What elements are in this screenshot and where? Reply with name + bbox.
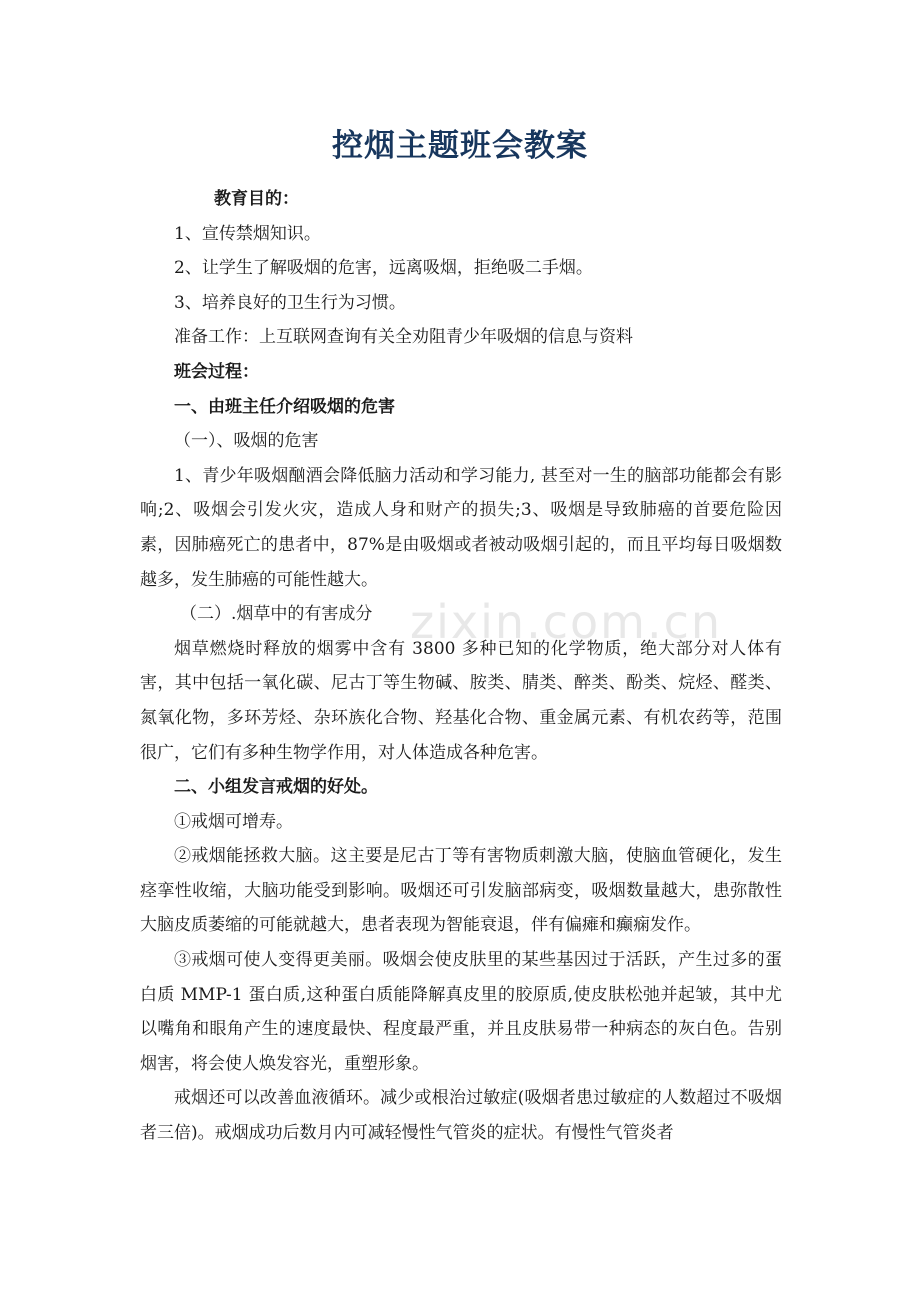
document-body xyxy=(140,182,782,1151)
preparation-paragraph: 准备工作：上互联网查询有关全劝阻青少年吸烟的信息与资料 xyxy=(174,327,633,348)
objective-item-3: 3、培养良好的卫生行为习惯。 xyxy=(174,292,406,313)
objective-item-2: 2、让学生了解吸烟的危害，远离吸烟，拒绝吸二手烟。 xyxy=(174,258,593,279)
benefit-item-2: ②戒烟能拯救大脑。这主要是尼古丁等有害物质刺激大脑，使脑血管硬化，发生痉挛性收缩，大脑功能受到影响。吸烟还可引发脑部病变，吸烟数量越大，患弥散性大脑皮质萎缩的可能就越大，患者表现为智能衰退，伴有偏瘫和癫痫发作。 xyxy=(140,846,782,936)
section-heading-objectives: 教育目的： xyxy=(214,189,299,209)
document-title: 控烟主题班会教案 xyxy=(332,128,588,164)
benefit-item-1: ①戒烟可增寿。 xyxy=(174,811,293,832)
paragraph-harmful-components: 烟草燃烧时释放的烟雾中含有 3800 多种已知的化学物质，绝大部分对人体有害，其中包括一氧化碳、尼古丁等生物碱、胺类、腈类、醉类、酚类、烷烃、醛类、氮氧化物，多环芳烃、杂环族化合物、羟基化合物、重金属元素、有机农药等，范围很广，它们有多种生物学作用，对人体造成各种危害。 xyxy=(140,638,782,763)
paragraph-circulation: 戒烟还可以改善血液循环。减少或根治过敏症(吸烟者患过敏症的人数超过不吸烟者三倍)。戒烟成功后数月内可减轻慢性气管炎的症状。有慢性气管炎者 xyxy=(140,1088,782,1144)
section-heading-part-2: 二、小组发言戒烟的好处。 xyxy=(174,777,378,798)
benefit-item-3: ③戒烟可使人变得更美丽。吸烟会使皮肤里的某些基因过于活跃，产生过多的蛋白质 MMP-1 蛋白质,这种蛋白质能降解真皮里的胶原质,使皮肤松弛并起皱，其中尤以嘴角和眼角产生的速度最快、程度最严重，并且皮肤易带一种病态的灰白色。告别烟害，将会使人焕发容光，重塑形象。 xyxy=(140,950,782,1074)
objective-item-1: 1、宣传禁烟知识。 xyxy=(174,223,321,244)
section-heading-part-1: 一、由班主任介绍吸烟的危害 xyxy=(174,396,395,417)
paragraph-harms: 1、青少年吸烟酗酒会降低脑力活动和学习能力, 甚至对一生的脑部功能都会有影响;2、吸烟会引发火灾，造成人身和财产的损失;3、吸烟是导致肺癌的首要危险因素，因肺癌死亡的患者中，87%是由吸烟或者被动吸烟引起的，而且平均每日吸烟数越多，发生肺癌的可能性越大。 xyxy=(140,465,782,590)
watermark: zixin.com.cn xyxy=(410,595,723,649)
subheading-harmful-components: （二）.烟草中的有害成分 xyxy=(180,604,373,625)
subheading-harms: （一）、吸烟的危害 xyxy=(174,431,319,452)
section-heading-process: 班会过程： xyxy=(174,361,259,382)
